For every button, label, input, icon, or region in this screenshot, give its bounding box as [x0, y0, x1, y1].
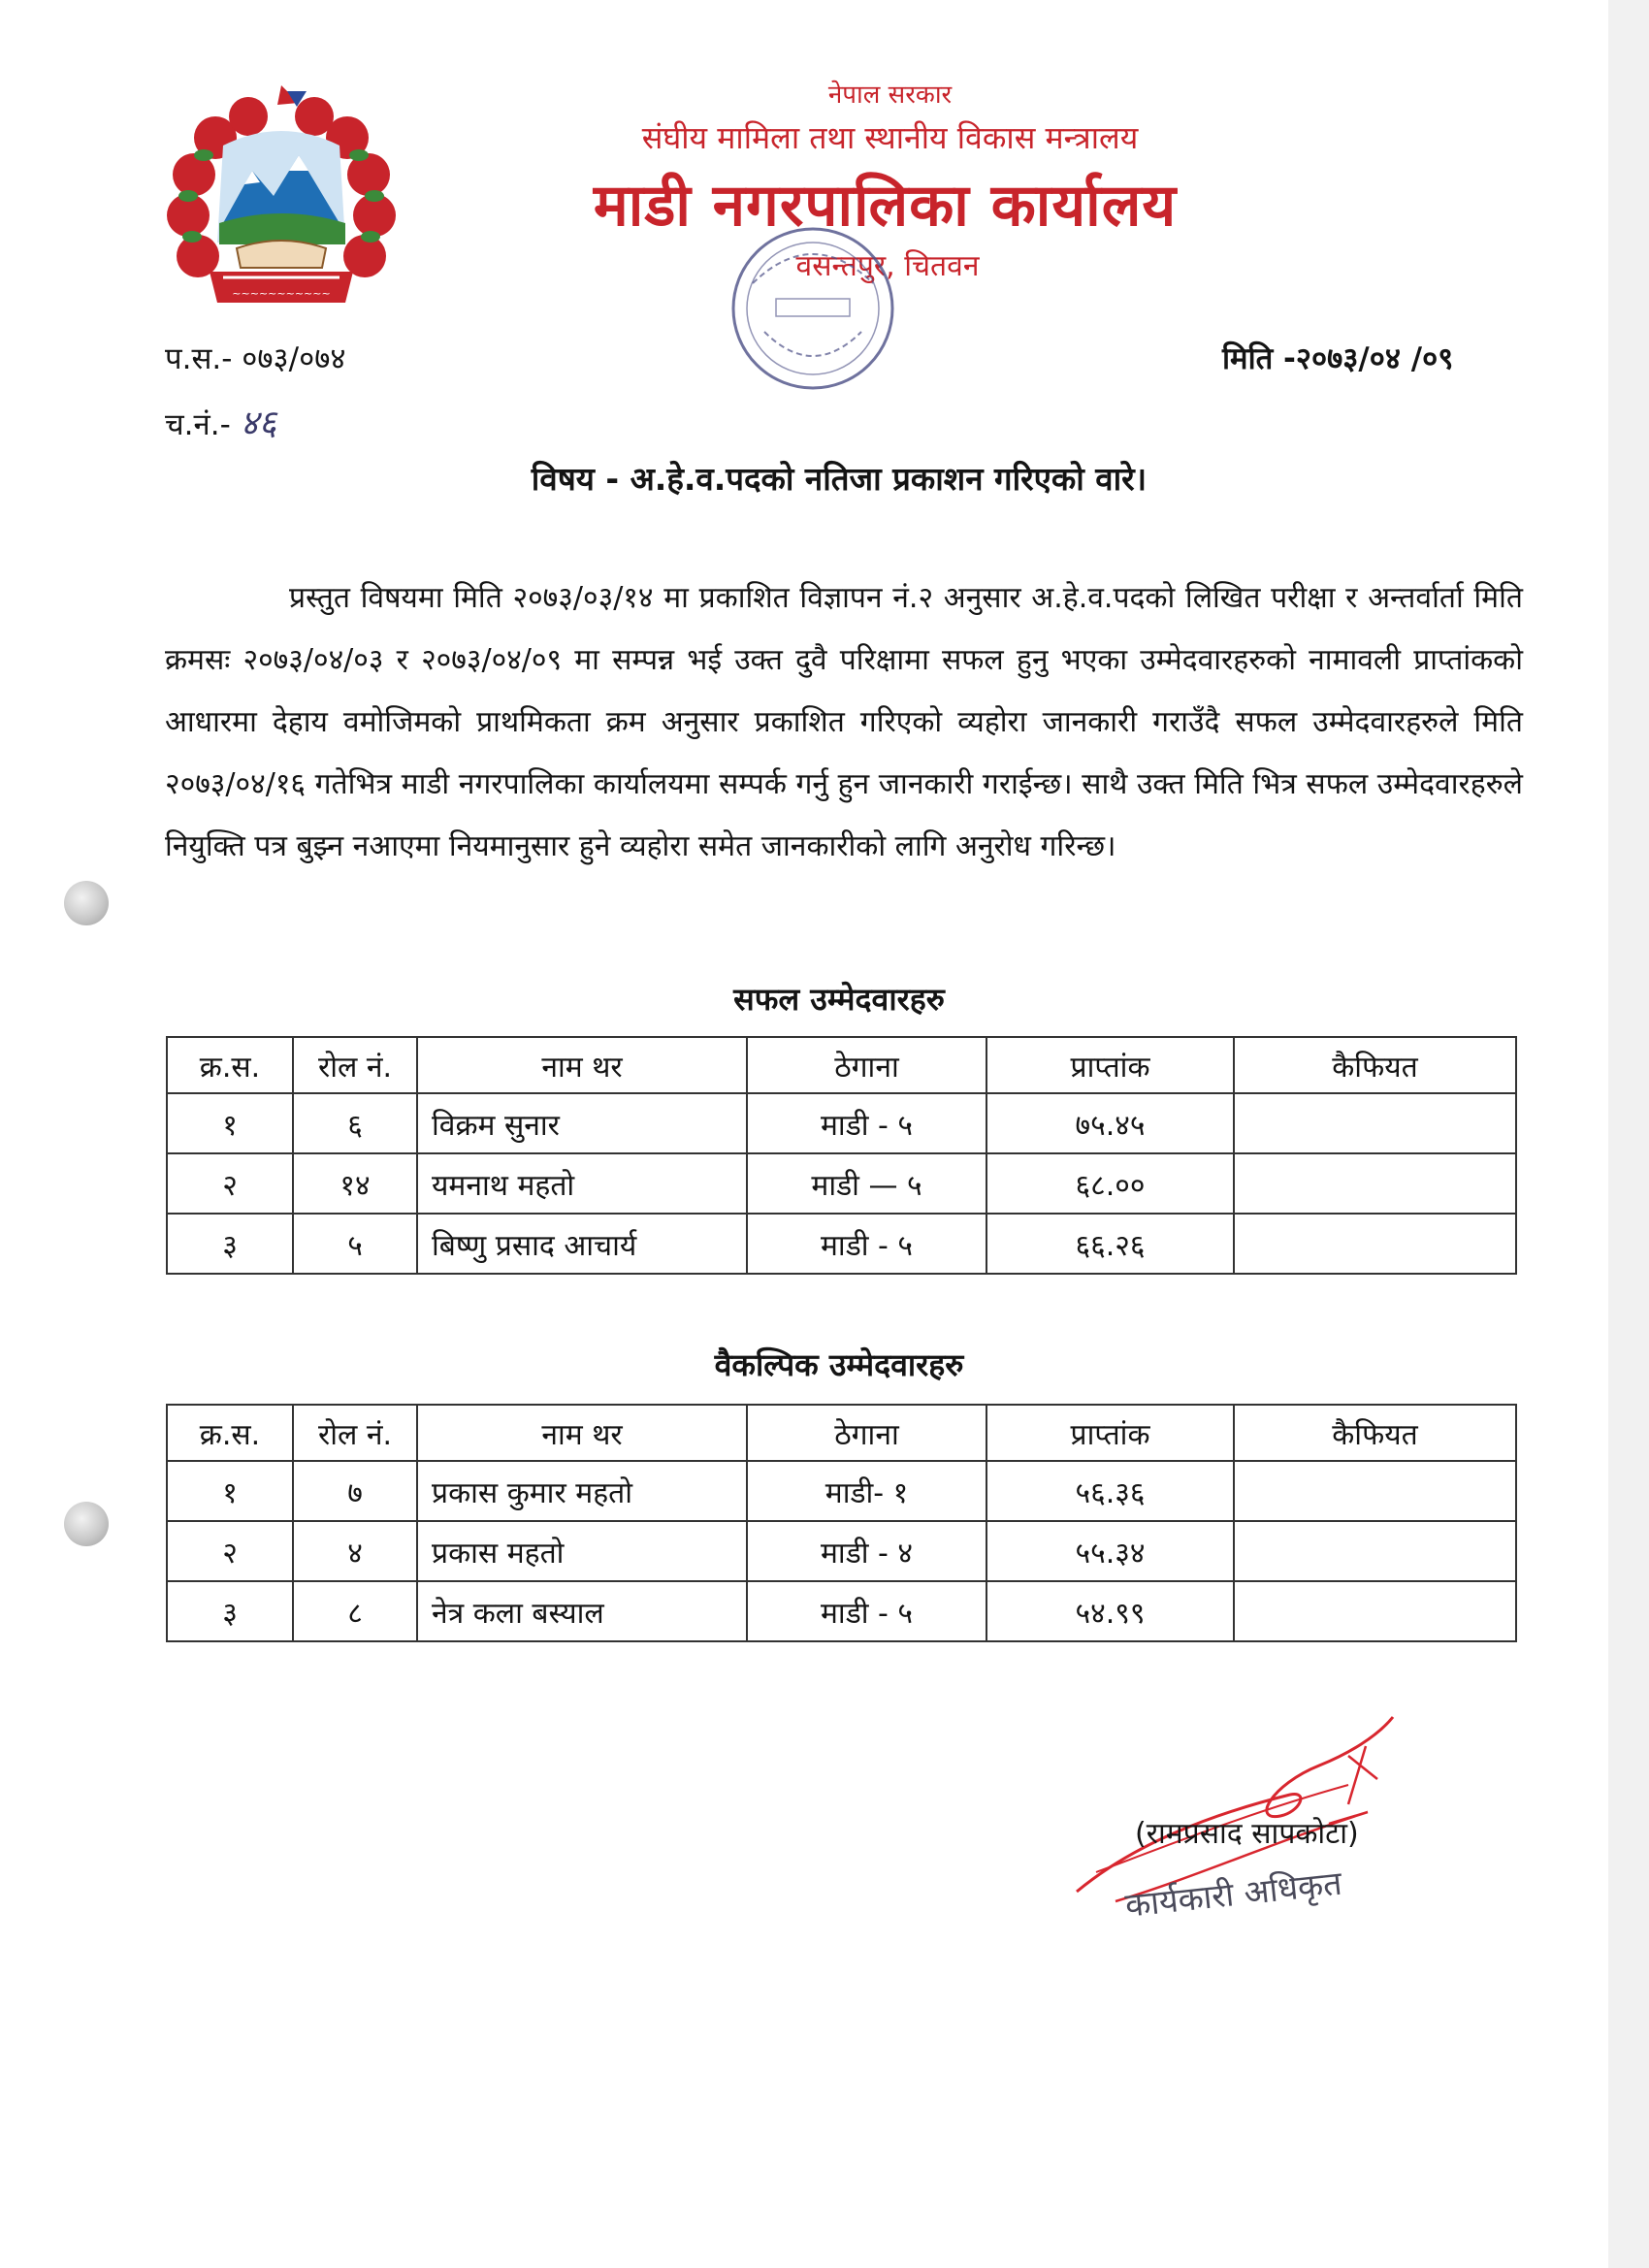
header-remarks: कैफियत — [1234, 1037, 1516, 1093]
cell-address: माडी - ४ — [747, 1521, 986, 1581]
table-header-row — [167, 1405, 1516, 1461]
reference-cn-label: च.नं.- — [165, 407, 231, 442]
office-stamp — [706, 215, 920, 409]
table-row — [167, 1581, 1516, 1641]
alternate-table-title: वैकल्पिक उम्मेदवारहरु — [714, 1346, 964, 1383]
header-serial: क्र.स. — [167, 1037, 293, 1093]
cell-remarks — [1234, 1093, 1516, 1153]
cell-serial: १ — [167, 1461, 293, 1521]
cell-roll: ४ — [293, 1521, 417, 1581]
cell-roll: ५ — [293, 1214, 417, 1274]
header-marks: प्राप्तांक — [986, 1037, 1234, 1093]
cell-address: माडी - ५ — [747, 1093, 986, 1153]
cell-remarks — [1234, 1521, 1516, 1581]
reference-cn-value: ४६ — [240, 404, 277, 443]
cell-name: विक्रम सुनार — [417, 1093, 747, 1153]
header-address: वसन्तपुर, चितवन — [795, 249, 980, 283]
cell-marks: ६६.२६ — [986, 1214, 1234, 1274]
cell-serial: ३ — [167, 1214, 293, 1274]
reference-ps: प.स.- ०७३/०७४ — [165, 341, 346, 376]
letter-body: प्रस्तुत विषयमा मिति २०७३/०३/१४ मा प्रकाशित विज्ञापन नं.२ अनुसार अ.हे.व.पदको लिखित परीक्षा र अन्तर्वार्ता मिति क्रमसः २०७३/०४/०३ र २०७३/०४/०९ मा सम्पन्न भई उक्त दुवै परिक्षामा सफल हुनु भएका उम्मेदवारहरुको नामावली प्राप्तांकको आधारमा देहाय वमोजिमको प्राथमिकता क्रम अनुसार प्रकाशित गरिएको व्यहोरा जानकारी गराउँदै सफल उम्मेदवारहरुले मिति २०७३/०४/१६ गतेभित्र माडी नगरपालिका कार्यालयमा सम्पर्क गर्नु हुन जानकारी गराईन्छ। साथै उक्त मिति भित्र सफल उम्मेदवारहरुले नियुक्ति पत्र बुझ्न नआएमा नियमानुसार हुने व्यहोरा समेत जानकारीको लागि अनुरोध गरिन्छ। — [165, 581, 1523, 863]
scan-edge — [1608, 0, 1649, 2268]
cell-name: बिष्णु प्रसाद आचार्य — [417, 1214, 747, 1274]
cell-marks: ६८.०० — [986, 1153, 1234, 1214]
header-address: ठेगाना — [747, 1405, 986, 1461]
table-row — [167, 1461, 1516, 1521]
header-serial: क्र.स. — [167, 1405, 293, 1461]
cell-marks: ७५.४५ — [986, 1093, 1234, 1153]
header-marks: प्राप्तांक — [986, 1405, 1234, 1461]
header-name: नाम थर — [417, 1405, 747, 1461]
cell-roll: ७ — [293, 1461, 417, 1521]
header-government: नेपाल सरकार — [827, 81, 953, 110]
punch-hole — [64, 1502, 109, 1546]
signatory-designation: कार्यकारी अधिकृत — [1123, 1863, 1344, 1926]
cell-remarks — [1234, 1153, 1516, 1214]
cell-address: माडी - ५ — [747, 1581, 986, 1641]
cell-name: प्रकास कुमार महतो — [417, 1461, 747, 1521]
table-row — [167, 1521, 1516, 1581]
header-roll: रोल नं. — [293, 1405, 417, 1461]
successful-candidates-table — [166, 1036, 1517, 1275]
punch-hole — [64, 881, 109, 925]
cell-address: माडी - ५ — [747, 1214, 986, 1274]
cell-remarks — [1234, 1461, 1516, 1521]
cell-name: नेत्र कला बस्याल — [417, 1581, 747, 1641]
cell-remarks — [1234, 1214, 1516, 1274]
alternate-candidates-table — [166, 1404, 1517, 1642]
successful-table-title: सफल उम्मेदवारहरु — [733, 981, 945, 1018]
table-row — [167, 1093, 1516, 1153]
header-name: नाम थर — [417, 1037, 747, 1093]
table-row — [167, 1214, 1516, 1274]
cell-roll: ६ — [293, 1093, 417, 1153]
letter-date: मिति -२०७३/०४ /०९ — [1222, 341, 1454, 376]
letter-subject: विषय - अ.हे.व.पदको नतिजा प्रकाशन गरिएको वारे। — [531, 460, 1148, 498]
signatory-name: (रामप्रसाद सापकोटा) — [1135, 1817, 1359, 1851]
table-row — [167, 1153, 1516, 1214]
cell-serial: १ — [167, 1093, 293, 1153]
cell-address: माडी — ५ — [747, 1153, 986, 1214]
cell-marks: ५५.३४ — [986, 1521, 1234, 1581]
cell-serial: ३ — [167, 1581, 293, 1641]
cell-remarks — [1234, 1581, 1516, 1641]
cell-marks: ५६.३६ — [986, 1461, 1234, 1521]
cell-roll: १४ — [293, 1153, 417, 1214]
header-office: माडी नगरपालिका कार्यालय — [593, 172, 1178, 240]
cell-address: माडी- १ — [747, 1461, 986, 1521]
header-address: ठेगाना — [747, 1037, 986, 1093]
cell-serial: २ — [167, 1153, 293, 1214]
header-roll: रोल नं. — [293, 1037, 417, 1093]
cell-name: यमनाथ महतो — [417, 1153, 747, 1214]
cell-serial: २ — [167, 1521, 293, 1581]
cell-marks: ५४.९९ — [986, 1581, 1234, 1641]
header-remarks: कैफियत — [1234, 1405, 1516, 1461]
table-header-row — [167, 1037, 1516, 1093]
svg-text:~~~~~~~~~~~: ~~~~~~~~~~~ — [232, 287, 331, 300]
reference-cn — [165, 398, 276, 445]
cell-roll: ८ — [293, 1581, 417, 1641]
cell-name: प्रकास महतो — [417, 1521, 747, 1581]
header-ministry: संघीय मामिला तथा स्थानीय विकास मन्त्रालय — [641, 119, 1139, 156]
